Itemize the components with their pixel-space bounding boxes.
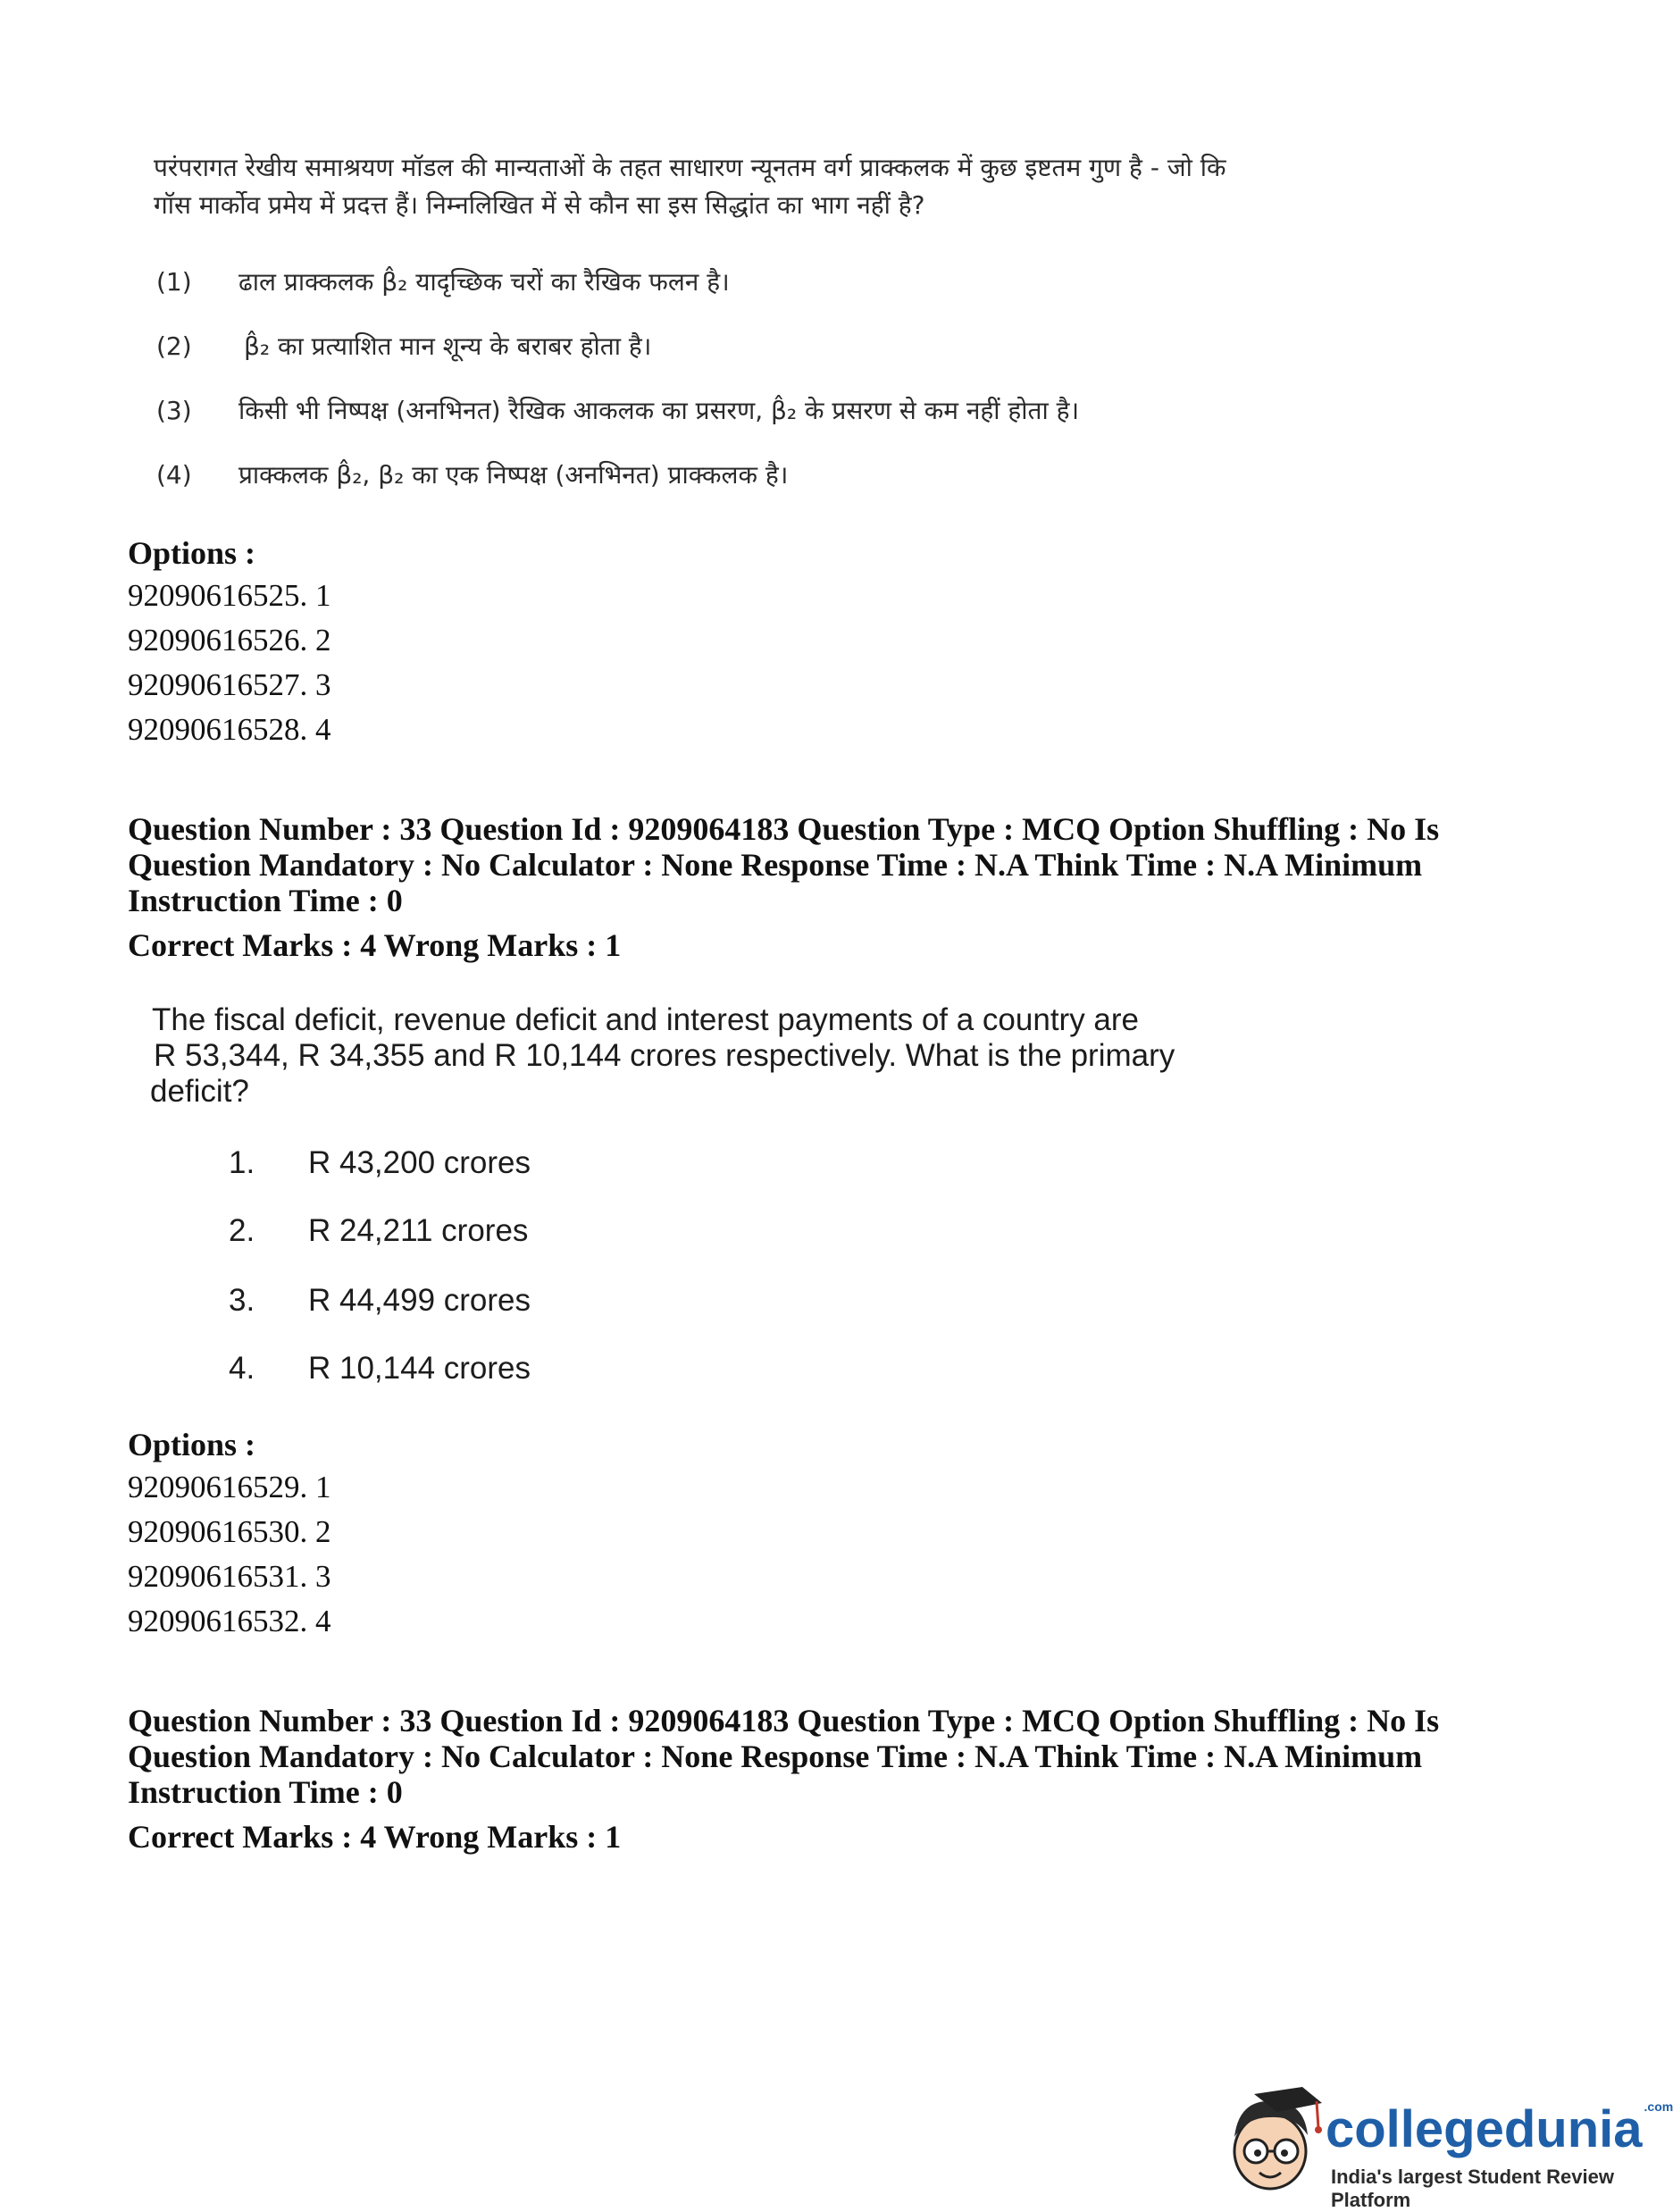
option-1-3: 92090616527. 3 xyxy=(128,667,331,702)
options-title-1: Options : xyxy=(128,535,256,571)
option-1-4: 92090616528. 4 xyxy=(128,712,331,747)
option-1-2: 92090616526. 2 xyxy=(128,623,331,658)
question-meta-line-2: Question Mandatory : No Calculator : None Response Time : N.A Think Time : N.A Minimum xyxy=(128,847,1423,883)
hindi-stem-line-2: गॉस मार्कोव प्रमेय में प्रदत्त हैं। निम्नलिखित में से कौन सा इस सिद्धांत का भाग नहीं है? xyxy=(154,190,925,220)
english-choice-2: 2. R 24,211 crores xyxy=(229,1213,529,1248)
brand-logo xyxy=(1326,2099,1673,2159)
question-meta-line-3b: Instruction Time : 0 xyxy=(128,1774,403,1810)
options-title-2: Options : xyxy=(128,1427,256,1462)
english-stem-line-2: R 53,344, R 34,355 and R 10,144 crores respectively. What is the primary xyxy=(154,1038,1175,1073)
english-choice-4: 4. R 10,144 crores xyxy=(229,1351,531,1386)
brand-suffix: .com xyxy=(1644,2099,1673,2114)
question-marks: Correct Marks : 4 Wrong Marks : 1 xyxy=(128,927,622,963)
english-stem-line-1: The fiscal deficit, revenue deficit and interest payments of a country are xyxy=(152,1002,1140,1037)
option-2-4: 92090616532. 4 xyxy=(128,1604,331,1638)
question-meta-line-1: Question Number : 33 Question Id : 9209064183 Question Type : MCQ Option Shuffling : No Is xyxy=(128,811,1440,847)
hindi-choice-4: (4) प्राक्कलक β̂₂, β₂ का एक निष्पक्ष (अनभिनत) प्राक्कलक है। xyxy=(156,460,789,490)
english-choice-3: 3. R 44,499 crores xyxy=(229,1283,531,1318)
question-meta-line-2b: Question Mandatory : No Calculator : None Response Time : N.A Think Time : N.A Minimum xyxy=(128,1739,1423,1774)
hindi-choice-3: (3) किसी भी निष्पक्ष (अनभिनत) रैखिक आकलक का प्रसरण, β̂₂ के प्रसरण से कम नहीं होता है। xyxy=(156,396,1080,425)
hindi-choice-1: (1) ढाल प्राक्कलक β̂₂ यादृच्छिक चरों का रैखिक फलन है। xyxy=(156,267,730,297)
question-marks-b: Correct Marks : 4 Wrong Marks : 1 xyxy=(128,1819,622,1855)
option-2-3: 92090616531. 3 xyxy=(128,1559,331,1594)
brand-tagline: India's largest Student Review Platform xyxy=(1331,2166,1614,2211)
question-meta-line-3: Instruction Time : 0 xyxy=(128,883,403,918)
hindi-stem-line-1: परंपरागत रेखीय समाश्रयण मॉडल की मान्यताओं के तहत साधारण न्यूनतम वर्ग प्राक्कलक में कुछ इष्टतम गुण है - जो कि xyxy=(154,153,1226,182)
brand-name: collegedunia xyxy=(1326,2100,1643,2158)
english-choice-1: 1. R 43,200 crores xyxy=(229,1145,531,1180)
option-2-1: 92090616529. 1 xyxy=(128,1470,331,1504)
option-2-2: 92090616530. 2 xyxy=(128,1514,331,1549)
question-meta-line-1b: Question Number : 33 Question Id : 9209064183 Question Type : MCQ Option Shuffling : No Is xyxy=(128,1703,1440,1739)
english-stem-line-3: deficit? xyxy=(150,1074,249,1109)
hindi-choice-2: (2) β̂₂ का प्रत्याशित मान शून्य के बराबर होता है। xyxy=(156,331,652,361)
mascot-icon xyxy=(1217,2082,1324,2198)
option-1-1: 92090616525. 1 xyxy=(128,578,331,613)
